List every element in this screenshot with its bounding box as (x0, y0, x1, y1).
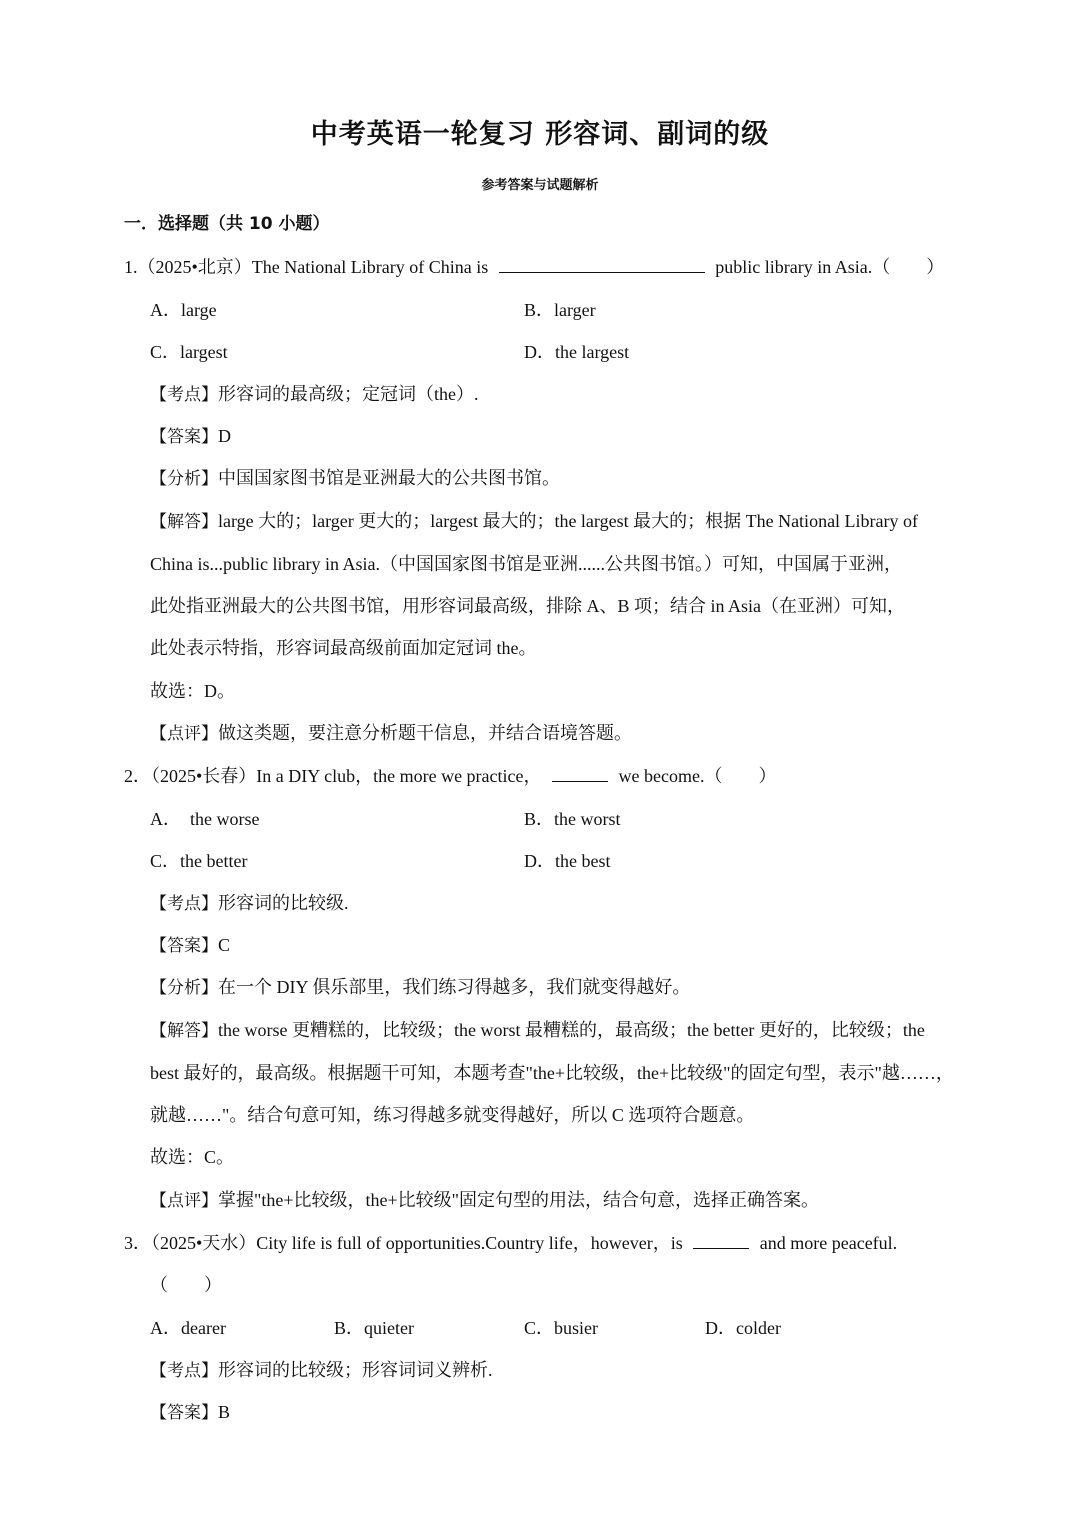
q2-fenxi (150, 975, 690, 1000)
q2-answer (150, 933, 230, 958)
answer-blank (499, 271, 705, 273)
answer-text: C (218, 935, 231, 955)
answer-blank (552, 780, 608, 782)
q1-answer (150, 424, 231, 449)
q2-jieda-line-2: best 最好的，最高级。根据题干可知，本题考查"the+比较级，the+比较级"的固定句型，表示"越……， (150, 1063, 954, 1083)
page-subtitle: 参考答案与试题解析 (481, 178, 599, 193)
question-1-stem-end: public library in Asia.（ ） (715, 257, 945, 277)
q1-jieda-line-3: 此处指亚洲最大的公共图书馆，用形容词最高级，排除 A、B 项；结合 in Asia（在亚洲）可知， (150, 596, 906, 616)
q2-option-b: B．the worst (524, 809, 621, 829)
q1-option-a: A．large (150, 300, 217, 320)
answer-blank (693, 1247, 749, 1249)
kaodian-text: 形容词的比较级. (218, 893, 349, 913)
dianping-text: 做这类题，要注意分析题干信息，并结合语境答题。 (218, 723, 632, 743)
jieda-text: large 大的；larger 更大的；largest 最大的；the largest 最大的；根据 The National Library of (218, 511, 919, 531)
q3-option-d: D．colder (705, 1318, 781, 1338)
fenxi-text: 在一个 DIY 俱乐部里，我们练习得越多，我们就变得越好。 (218, 977, 691, 997)
q2-guxuan: 故选：C。 (150, 1147, 235, 1167)
q1-kaodian (150, 382, 479, 407)
question-3-stem-end: and more peaceful. (759, 1233, 898, 1253)
q1-jieda-line-4: 此处表示特指，形容词最高级前面加定冠词 the。 (150, 638, 537, 658)
jieda-tag: 【解答】 (150, 1021, 218, 1041)
q2-jieda-line-3: 就越……"。结合句意可知，练习得越多就变得越好，所以 C 选项符合题意。 (150, 1105, 755, 1125)
answer-text: B (218, 1402, 231, 1422)
dianping-text: 掌握"the+比较级，the+比较级"固定句型的用法，结合句意，选择正确答案。 (218, 1190, 819, 1210)
q1-jieda-line-2: China is...public library in Asia.（中国国家图书馆是亚洲......公共图书馆。）可知，中国属于亚洲， (150, 554, 902, 574)
kaodian-text: 形容词的比较级；形容词词义辨析. (218, 1360, 493, 1380)
q3-answer (150, 1400, 230, 1425)
kaodian-tag: 【考点】 (150, 1361, 218, 1381)
answer-tag: 【答案】 (150, 936, 218, 956)
q3-option-c: C．busier (524, 1318, 598, 1338)
jieda-tag: 【解答】 (150, 512, 218, 532)
dianping-tag: 【点评】 (150, 724, 218, 744)
question-2-stem-start: 2．（2025•长春）In a DIY club，the more we practice， (124, 766, 542, 786)
kaodian-tag: 【考点】 (150, 385, 218, 405)
q3-option-a: A．dearer (150, 1318, 226, 1338)
jieda-text: the worse 更糟糕的，比较级；the worst 最糟糕的，最高级；the better 更好的，比较级；the (218, 1020, 925, 1040)
fenxi-text: 中国国家图书馆是亚洲最大的公共图书馆。 (218, 468, 560, 488)
question-3-paren: （ ） (150, 1275, 222, 1295)
q1-guxuan: 故选：D。 (150, 681, 235, 701)
answer-tag: 【答案】 (150, 1403, 218, 1423)
page-title: 中考英语一轮复习 形容词、副词的级 (310, 119, 770, 150)
q2-option-d: D．the best (524, 851, 611, 871)
q1-option-b: B．larger (524, 300, 596, 320)
kaodian-tag: 【考点】 (150, 894, 218, 914)
q1-jieda-line-1 (150, 509, 918, 534)
q1-option-d: D．the largest (524, 342, 630, 362)
q2-jieda-line-1 (150, 1018, 925, 1043)
section-heading: 一．选择题（共 10 小题） (124, 214, 330, 234)
question-1-stem-start: 1.（2025•北京）The National Library of China is (124, 257, 489, 277)
question-3-stem (124, 1231, 897, 1255)
q3-kaodian (150, 1358, 493, 1383)
q2-option-c: C．the better (150, 851, 248, 871)
question-3-stem-start: 3．（2025•天水）City life is full of opportunities.Country life，however，is (124, 1233, 683, 1253)
answer-text: D (218, 426, 231, 446)
q3-option-b: B．quieter (334, 1318, 414, 1338)
question-2-stem (124, 764, 776, 788)
kaodian-text: 形容词的最高级；定冠词（the）. (218, 384, 479, 404)
q1-dianping (150, 721, 632, 746)
q1-fenxi (150, 466, 560, 491)
fenxi-tag: 【分析】 (150, 978, 218, 998)
q1-option-c: C．largest (150, 342, 228, 362)
question-1-stem (124, 255, 944, 279)
q2-option-a: A． the worse (150, 809, 260, 829)
q2-dianping (150, 1188, 819, 1213)
dianping-tag: 【点评】 (150, 1191, 218, 1211)
answer-tag: 【答案】 (150, 427, 218, 447)
q2-kaodian (150, 891, 349, 916)
question-2-stem-end: we become.（ ） (618, 766, 777, 786)
fenxi-tag: 【分析】 (150, 469, 218, 489)
